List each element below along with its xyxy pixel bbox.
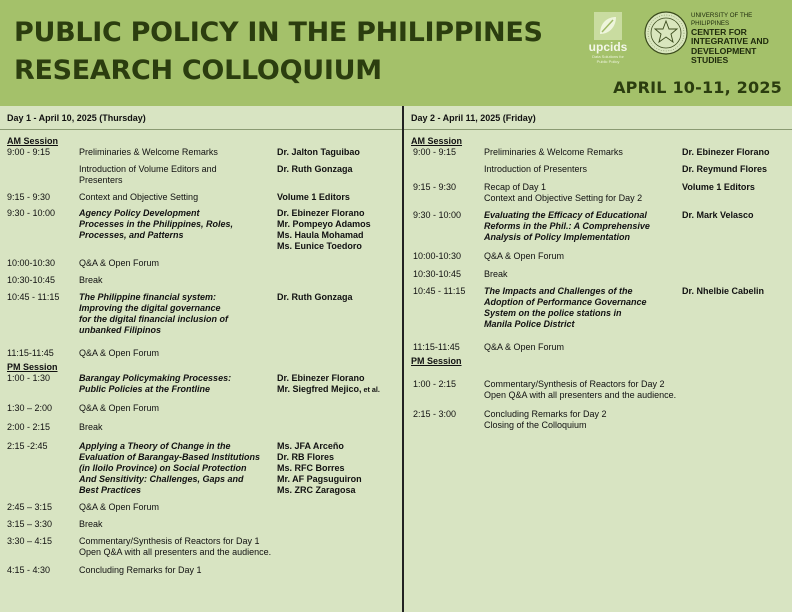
schedule-row — [404, 251, 792, 262]
schedule-row — [404, 379, 792, 401]
row-presenters — [277, 292, 401, 303]
activity-line: Closing of the Colloquium — [484, 420, 587, 430]
row-time: 2:00 - 2:15 — [7, 422, 51, 432]
row-activity — [484, 286, 680, 330]
title-line-1: PUBLIC POLICY IN THE PHILIPPINES — [14, 17, 543, 48]
row-activity — [79, 348, 274, 359]
row-time: 9:00 - 9:15 — [413, 147, 457, 157]
row-activity — [484, 210, 680, 243]
presenter-name-text: Dr. Ebinezer Florano — [682, 147, 770, 157]
page-title — [14, 14, 543, 90]
activity-line: Q&A & Open Forum — [79, 258, 160, 268]
activity-line: Applying a Theory of Change in the — [79, 441, 231, 451]
row-activity — [79, 403, 274, 414]
presenter-name — [682, 147, 792, 158]
presenter-name-text: Dr. RB Flores — [277, 452, 335, 462]
row-activity — [484, 251, 680, 262]
presenter-name — [277, 192, 401, 203]
row-time: 1:00 - 1:30 — [7, 373, 51, 383]
activity-line: Context and Objective Setting — [79, 192, 199, 202]
activity-line: Introduction of Presenters — [484, 164, 588, 174]
presenter-name-text: Volume 1 Editors — [277, 192, 350, 202]
activity-line: The Impacts and Challenges of the — [484, 286, 633, 296]
activity-line: Break — [484, 269, 508, 279]
presenter-name-text: Dr. Reymund Flores — [682, 164, 768, 174]
activity-line: Preliminaries & Welcome Remarks — [79, 147, 218, 157]
row-activity — [484, 269, 680, 280]
presenter-name — [277, 208, 401, 219]
presenter-name-text: Mr. Siegfred Mejico, — [277, 384, 362, 394]
schedule-row — [0, 502, 402, 513]
activity-line: Improving the digital governance — [79, 303, 221, 313]
activity-line: Presenters — [79, 175, 123, 185]
row-time: 3:15 – 3:30 — [7, 519, 53, 529]
activity-line: Q&A & Open Forum — [79, 403, 160, 413]
activity-line: Agency Policy Development — [79, 208, 200, 218]
presenter-name-text: Ms. ZRC Zaragosa — [277, 485, 356, 495]
up-seal-icon — [644, 11, 688, 55]
presenter-name — [277, 474, 401, 485]
presenter-name — [682, 182, 792, 193]
presenter-name — [277, 230, 401, 241]
upcids-logo — [588, 12, 628, 66]
presenter-name-text: Dr. Ebinezer Florano — [277, 373, 365, 383]
schedule-row — [0, 519, 402, 530]
presenter-name — [277, 373, 401, 384]
row-activity — [79, 373, 274, 395]
presenter-name-text: Ms. JFA Arceño — [277, 441, 344, 451]
row-presenters — [277, 441, 401, 496]
day1-heading: Day 1 - April 10, 2025 (Thursday) — [0, 106, 402, 130]
day1-column — [0, 106, 402, 612]
schedule-row — [0, 403, 402, 414]
schedule-row — [404, 286, 792, 330]
activity-line: Processes in the Philippines, Roles, — [79, 219, 234, 229]
schedule-row — [0, 441, 402, 496]
activity-line: Public Policies at the Frontline — [79, 384, 211, 394]
title-line-2: RESEARCH COLLOQUIUM — [14, 55, 382, 86]
day1-pm-session-label: PM Session — [7, 362, 58, 372]
activity-line: for the digital financial inclusion of — [79, 314, 229, 324]
row-presenters — [682, 147, 792, 158]
presenter-name-text: Dr. Mark Velasco — [682, 210, 754, 220]
schedule-row — [0, 422, 402, 433]
presenter-name — [682, 286, 792, 297]
univ-line-4: DEVELOPMENT — [691, 45, 757, 56]
schedule-row — [0, 147, 402, 158]
presenter-name-text: Ms. Haula Mohamad — [277, 230, 364, 240]
presenter-name — [277, 441, 401, 452]
row-activity — [79, 164, 274, 186]
activity-line: Preliminaries & Welcome Remarks — [484, 147, 623, 157]
activity-line: Recap of Day 1 — [484, 182, 547, 192]
row-time: 9:30 - 10:00 — [413, 210, 462, 220]
activity-line: Introduction of Volume Editors and — [79, 164, 217, 174]
activity-line: Concluding Remarks for Day 1 — [79, 565, 202, 575]
row-activity — [484, 147, 680, 158]
presenter-name-text: Dr. Jalton Taguibao — [277, 147, 360, 157]
row-time: 10:30-10:45 — [413, 269, 462, 279]
activity-line: Context and Objective Setting for Day 2 — [484, 193, 643, 203]
univ-line-5: STUDIES — [691, 55, 729, 66]
activity-line: Open Q&A with all presenters and the audience. — [79, 547, 272, 557]
upcids-tagline: Data Solutions for Public Policy — [592, 54, 624, 64]
activity-line: And Sensitivity: Challenges, Gaps and — [79, 474, 244, 484]
row-time: 9:15 - 9:30 — [7, 192, 51, 202]
row-time: 9:15 - 9:30 — [413, 182, 457, 192]
univ-line-3: INTEGRATIVE AND — [691, 36, 769, 47]
schedule-row — [404, 147, 792, 158]
row-activity — [484, 182, 680, 204]
schedule-row — [404, 164, 792, 175]
schedule-row — [0, 208, 402, 252]
row-activity — [79, 422, 274, 433]
row-presenters — [682, 210, 792, 221]
row-activity — [79, 192, 274, 203]
presenter-name — [277, 219, 401, 230]
row-time: 10:00-10:30 — [7, 258, 56, 268]
header-band — [0, 0, 792, 106]
activity-line: Commentary/Synthesis of Reactors for Day 2 — [484, 379, 665, 389]
univ-name — [691, 12, 787, 66]
schedule-row — [404, 409, 792, 431]
row-activity — [79, 208, 274, 241]
row-time: 10:45 - 11:15 — [413, 286, 466, 296]
activity-line: Break — [79, 519, 103, 529]
schedule-row — [0, 164, 402, 186]
presenter-name-text: Dr. Ebinezer Florano — [277, 208, 365, 218]
day2-heading: Day 2 - April 11, 2025 (Friday) — [404, 106, 792, 130]
schedule-row — [0, 275, 402, 286]
row-time: 9:30 - 10:00 — [7, 208, 56, 218]
day1-am-session-label: AM Session — [7, 136, 59, 146]
presenter-name — [277, 384, 401, 395]
schedule-row — [0, 348, 402, 359]
activity-line: The Philippine financial system: — [79, 292, 217, 302]
row-activity — [79, 565, 274, 576]
schedule-row — [0, 373, 402, 395]
schedule-row — [404, 210, 792, 243]
row-activity — [79, 536, 399, 558]
schedule-row — [404, 269, 792, 280]
presenter-name-text: Volume 1 Editors — [682, 182, 755, 192]
schedule-row — [0, 565, 402, 576]
row-time: 2:45 – 3:15 — [7, 502, 53, 512]
event-date: APRIL 10-11, 2025 — [613, 78, 782, 97]
presenter-name — [277, 292, 401, 303]
row-presenters — [277, 192, 401, 203]
activity-line: Q&A & Open Forum — [484, 342, 565, 352]
activity-line: Manila Police District — [484, 319, 575, 329]
presenter-name — [277, 452, 401, 463]
presenter-name — [277, 463, 401, 474]
activity-line: System on the police stations in — [484, 308, 622, 318]
schedule-row — [0, 258, 402, 269]
row-activity — [484, 379, 680, 401]
row-presenters — [277, 164, 401, 175]
activity-line: Evaluating the Efficacy of Educational — [484, 210, 647, 220]
row-time: 10:00-10:30 — [413, 251, 462, 261]
activity-line: (in Iloilo Province) on Social Protection — [79, 463, 247, 473]
presenter-name-text: Ms. Eunice Toedoro — [277, 241, 362, 251]
row-activity — [79, 275, 274, 286]
activity-line: Analysis of Policy Implementation — [484, 232, 631, 242]
row-time: 11:15-11:45 — [7, 348, 54, 358]
upcids-leaf-icon — [594, 12, 622, 40]
activity-line: Q&A & Open Forum — [484, 251, 565, 261]
activity-line: Commentary/Synthesis of Reactors for Day 1 — [79, 536, 260, 546]
presenter-name-text: Mr. AF Pagsuguiron — [277, 474, 362, 484]
row-activity — [484, 164, 680, 175]
row-activity — [79, 441, 274, 496]
row-activity — [79, 292, 274, 336]
row-presenters — [682, 164, 792, 175]
activity-line: Processes, and Patterns — [79, 230, 184, 240]
activity-line: Evaluation of Barangay-Based Institutions — [79, 452, 261, 462]
activity-line: Break — [79, 422, 103, 432]
univ-line-1: UNIVERSITY OF THE PHILIPPINES — [691, 12, 753, 27]
activity-line: Open Q&A with all presenters and the audience. — [484, 390, 677, 400]
row-activity — [484, 342, 680, 353]
presenter-suffix: et al. — [361, 385, 380, 394]
schedule-row — [404, 182, 792, 204]
presenter-name — [277, 147, 401, 158]
activity-line: Q&A & Open Forum — [79, 348, 160, 358]
row-time: 1:30 – 2:00 — [7, 403, 53, 413]
row-activity — [484, 409, 680, 431]
row-activity — [79, 502, 274, 513]
univ-line-2: CENTER FOR — [691, 27, 747, 37]
row-time: 3:30 – 4:15 — [7, 536, 53, 546]
row-time: 2:15 - 3:00 — [413, 409, 457, 419]
row-time: 10:30-10:45 — [7, 275, 56, 285]
row-time: 11:15-11:45 — [413, 342, 460, 352]
schedule-row — [0, 292, 402, 336]
row-time: 9:00 - 9:15 — [7, 147, 51, 157]
presenter-name-text: Dr. Nhelbie Cabelin — [682, 286, 765, 296]
row-presenters — [277, 208, 401, 252]
row-activity — [79, 519, 274, 530]
presenter-name-text: Ms. RFC Borres — [277, 463, 345, 473]
row-presenters — [682, 182, 792, 193]
day2-am-session-label: AM Session — [411, 136, 463, 146]
upcids-wordmark: upcids — [588, 40, 628, 54]
activity-line: Barangay Policymaking Processes: — [79, 373, 232, 383]
presenter-name-text: Dr. Ruth Gonzaga — [277, 292, 353, 302]
row-time: 10:45 - 11:15 — [7, 292, 60, 302]
row-presenters — [682, 286, 792, 297]
activity-line: unbanked Filipinos — [79, 325, 162, 335]
presenter-name — [277, 485, 401, 496]
day2-column — [402, 106, 792, 612]
activity-line: Break — [79, 275, 103, 285]
activity-line: Concluding Remarks for Day 2 — [484, 409, 607, 419]
presenter-name — [277, 164, 401, 175]
activity-line: Q&A & Open Forum — [79, 502, 160, 512]
presenter-name-text: Mr. Pompeyo Adamos — [277, 219, 371, 229]
activity-line: Best Practices — [79, 485, 142, 495]
row-activity — [79, 147, 274, 158]
activity-line: Adoption of Performance Governance — [484, 297, 647, 307]
activity-line: Reforms in the Phil.: A Comprehensive — [484, 221, 650, 231]
presenter-name-text: Dr. Ruth Gonzaga — [277, 164, 353, 174]
day2-pm-session-label: PM Session — [411, 356, 462, 366]
presenter-name — [682, 164, 792, 175]
schedule-row — [404, 342, 792, 353]
row-time: 4:15 - 4:30 — [7, 565, 51, 575]
presenter-name — [277, 241, 401, 252]
row-presenters — [277, 373, 401, 395]
schedule-row — [0, 536, 402, 558]
row-activity — [79, 258, 274, 269]
row-presenters — [277, 147, 401, 158]
presenter-name — [682, 210, 792, 221]
row-time: 1:00 - 2:15 — [413, 379, 457, 389]
schedule-row — [0, 192, 402, 203]
row-time: 2:15 -2:45 — [7, 441, 48, 451]
